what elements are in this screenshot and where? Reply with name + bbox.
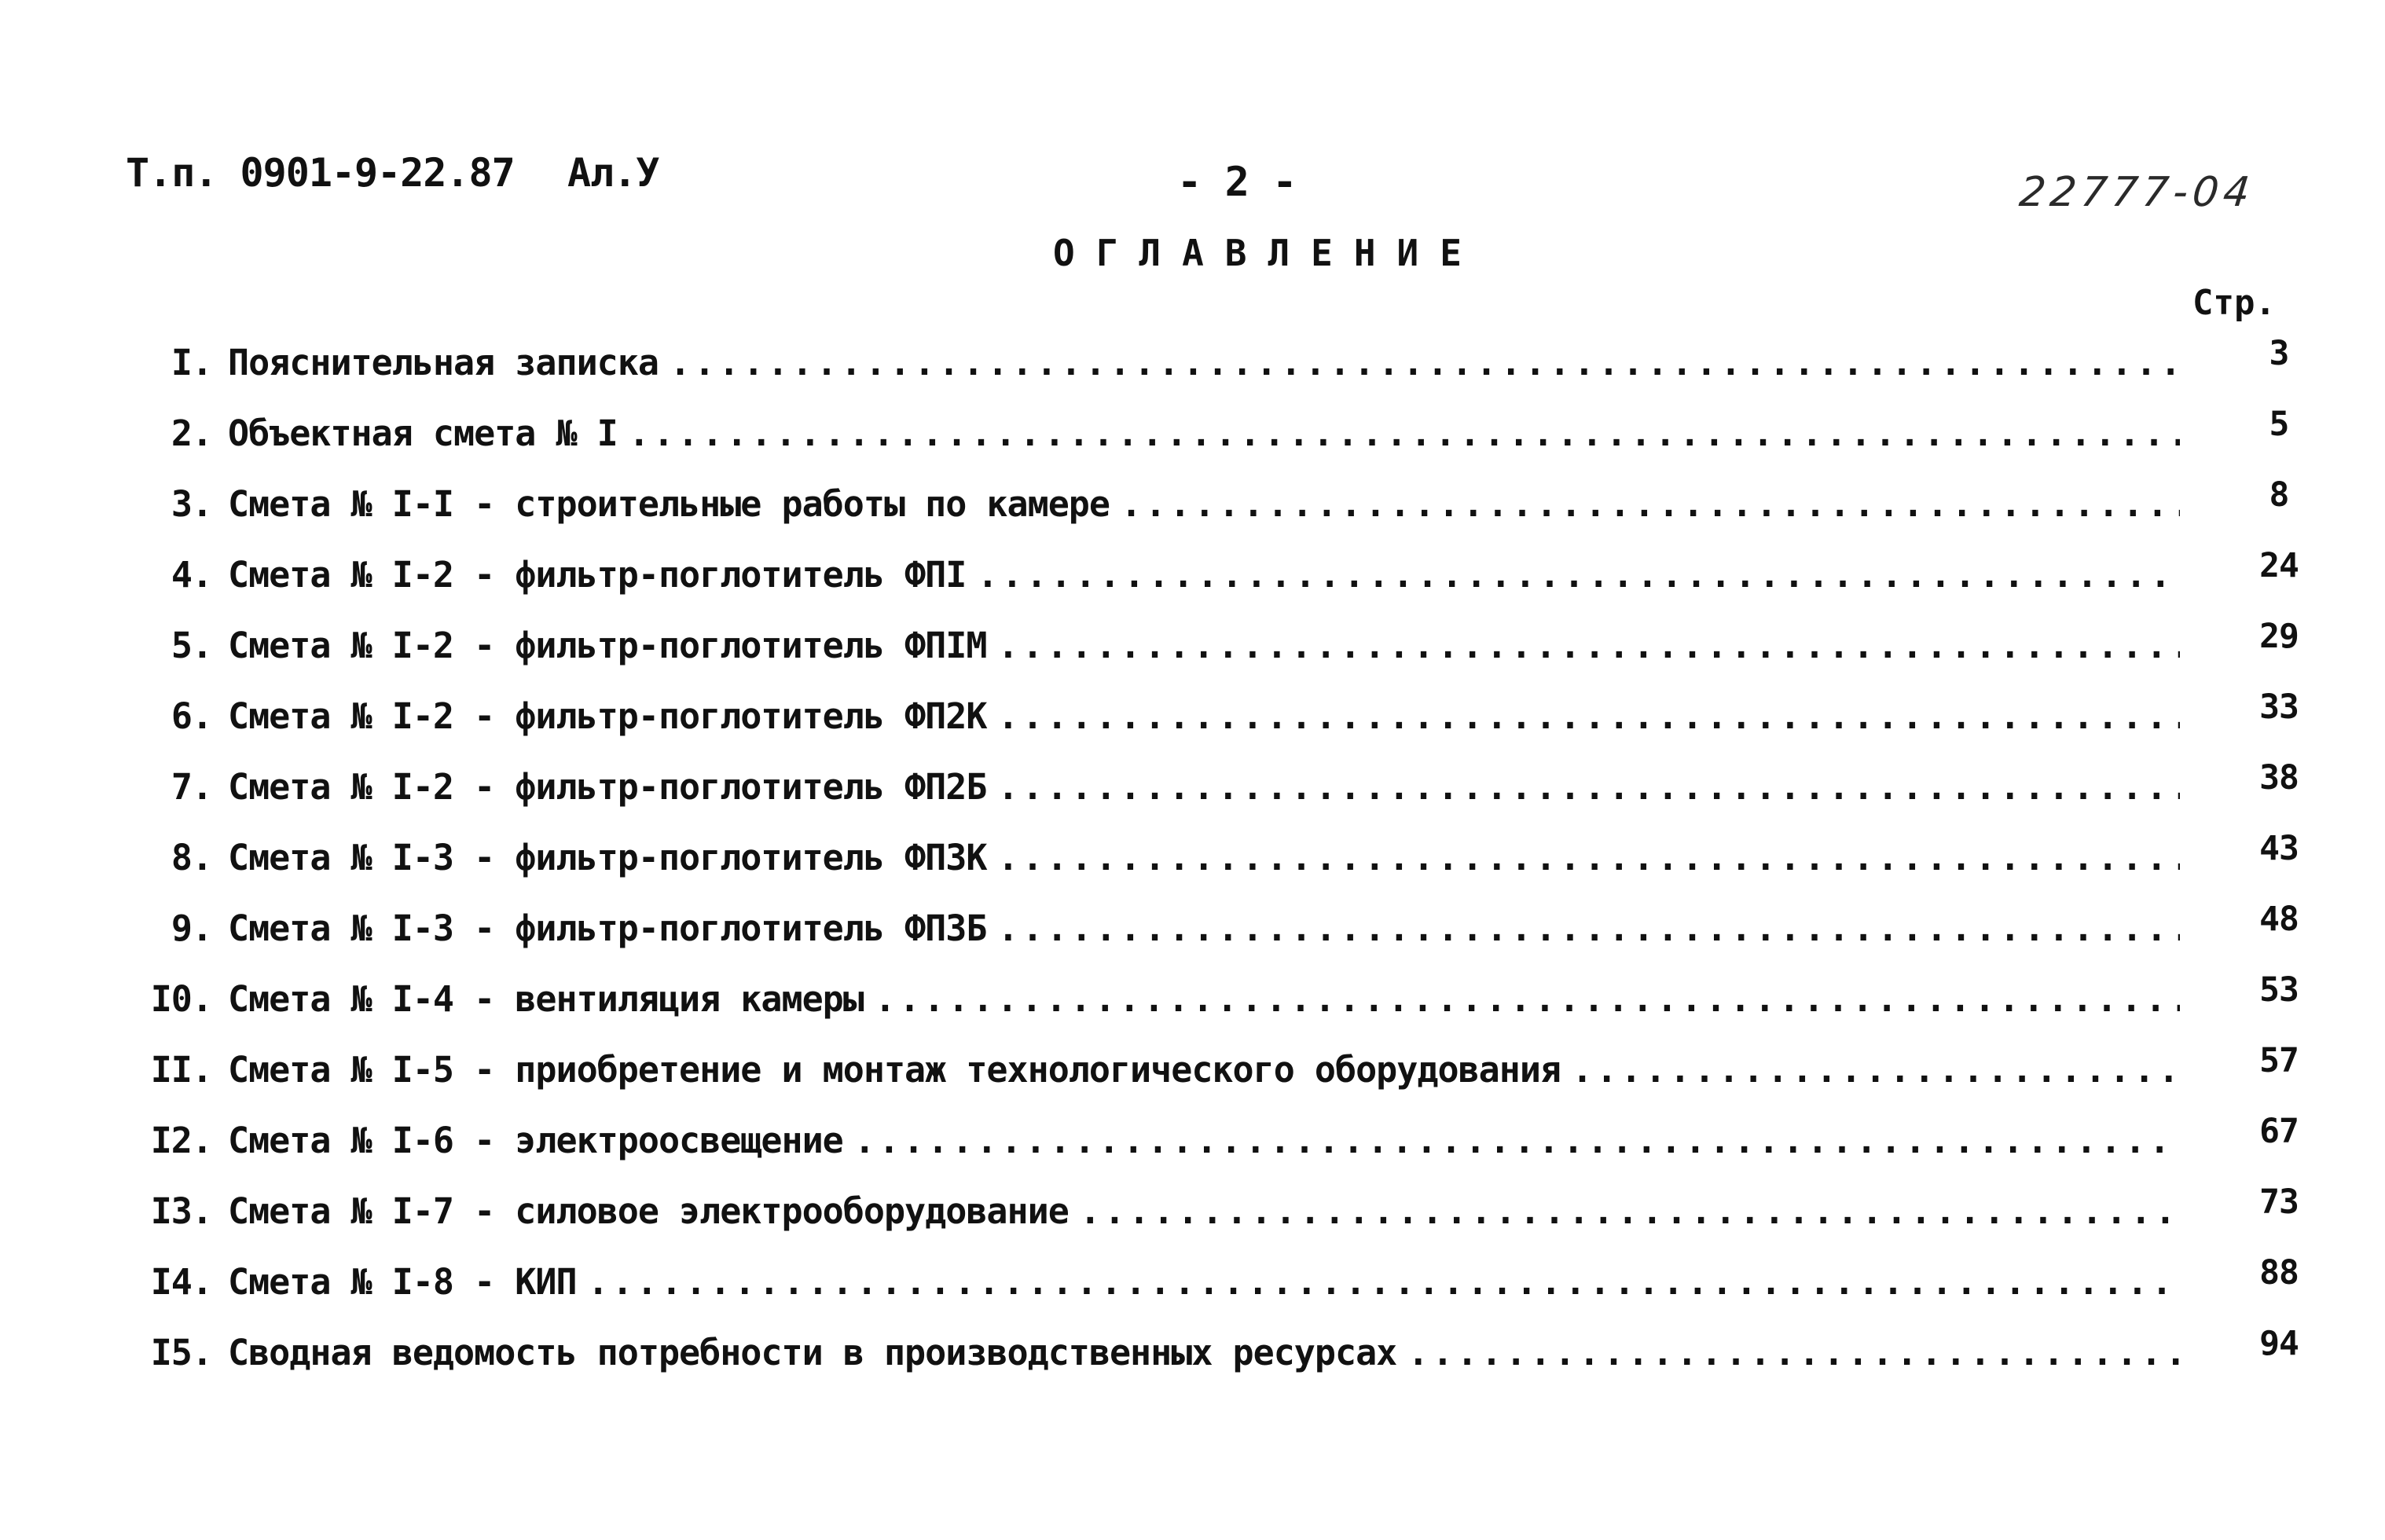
dot-leader — [875, 976, 2180, 1023]
dot-leader — [977, 552, 2180, 599]
toc-item-number: I3. — [150, 1190, 212, 1232]
toc-item-page: 94 — [2259, 1324, 2299, 1363]
dot-leader — [629, 410, 2180, 457]
toc-item-title: Смета № I-I - строительные работы по камере — [228, 483, 1110, 525]
dot-leader — [997, 693, 2180, 740]
toc-item-title: Смета № I-7 - силовое электрооборудование — [228, 1190, 1069, 1232]
toc-item-page: 53 — [2259, 970, 2299, 1010]
toc-item-number: 9. — [171, 908, 212, 949]
inventory-number: 22777-04 — [2016, 169, 2257, 216]
toc-item-number: I0. — [150, 978, 212, 1020]
toc-item-title: Смета № I-8 - КИП — [228, 1261, 577, 1303]
page-number: - 2 - — [1177, 159, 1297, 206]
dot-leader — [670, 339, 2180, 387]
toc-item — [138, 617, 2299, 669]
toc-item-title: Смета № I-6 - электроосвещение — [228, 1120, 843, 1161]
toc-item — [138, 970, 2299, 1023]
album-number: Ал.У — [567, 150, 659, 196]
toc-item-page: 88 — [2259, 1253, 2299, 1292]
toc-item-title: Смета № I-2 - фильтр-поглотитель ФП2К — [228, 695, 987, 737]
toc-item-title: Смета № I-5 - приобретение и монтаж технологического оборудования — [228, 1049, 1561, 1091]
toc-item-page: 57 — [2259, 1041, 2299, 1080]
toc-item-title: Смета № I-2 - фильтр-поглотитель ФПI — [228, 554, 967, 596]
dot-leader — [997, 622, 2180, 669]
toc-item — [138, 758, 2299, 811]
dot-leader — [588, 1259, 2180, 1306]
toc-item — [138, 829, 2299, 882]
toc-item — [138, 900, 2299, 952]
toc-item-page: 73 — [2259, 1182, 2299, 1222]
toc-item — [138, 475, 2289, 528]
toc-item-title: Смета № I-3 - фильтр-поглотитель ФП3К — [228, 837, 987, 878]
toc-item-title: Смета № I-2 - фильтр-поглотитель ФПIМ — [228, 625, 987, 666]
toc-item-page: 24 — [2259, 546, 2299, 585]
dot-leader — [1121, 481, 2180, 528]
dot-leader — [997, 905, 2180, 952]
dot-leader — [854, 1117, 2180, 1164]
document-code: Т.п. 0901-9-22.87 — [126, 150, 515, 196]
toc-item-title: Смета № I-4 - вентиляция камеры — [228, 978, 864, 1020]
dot-leader — [1407, 1329, 2180, 1377]
toc-item-number: I. — [171, 342, 212, 383]
toc-item-number: 6. — [171, 695, 212, 737]
toc-item-title: Сводная ведомость потребности в производственных ресурсах — [228, 1332, 1397, 1373]
toc-item — [138, 688, 2299, 740]
toc-item-page: 5 — [2269, 405, 2289, 444]
toc-item-page: 67 — [2259, 1112, 2299, 1151]
toc-item-page: 3 — [2269, 334, 2289, 373]
page-column-label: Стр. — [2192, 283, 2276, 323]
dot-leader — [997, 764, 2180, 811]
toc-item-title: Пояснительная записка — [228, 342, 659, 383]
dot-leader — [997, 834, 2180, 882]
toc-item-number: 4. — [171, 554, 212, 596]
toc-item — [138, 1182, 2299, 1235]
toc-item-number: I5. — [150, 1332, 212, 1373]
toc-item — [138, 1253, 2299, 1306]
toc-item-page: 38 — [2259, 758, 2299, 798]
toc-title: ОГЛАВЛЕНИЕ — [1053, 232, 1483, 274]
toc-item-number: 5. — [171, 625, 212, 666]
toc-item-page: 43 — [2259, 829, 2299, 868]
toc-item — [138, 1324, 2299, 1377]
toc-item-title: Объектная смета № I — [228, 412, 618, 454]
toc-item-number: I2. — [150, 1120, 212, 1161]
toc-item-page: 48 — [2259, 900, 2299, 939]
toc-item-number: 7. — [171, 766, 212, 808]
toc-item — [138, 1112, 2299, 1164]
toc-item-number: II. — [150, 1049, 212, 1091]
dot-leader — [1080, 1188, 2180, 1235]
dot-leader — [1572, 1047, 2180, 1094]
toc-item-title: Смета № I-2 - фильтр-поглотитель ФП2Б — [228, 766, 987, 808]
toc-item-title: Смета № I-3 - фильтр-поглотитель ФП3Б — [228, 908, 987, 949]
toc-item — [138, 1041, 2299, 1094]
toc-item-number: I4. — [150, 1261, 212, 1303]
toc-item-page: 29 — [2259, 617, 2299, 656]
toc-item-page: 33 — [2259, 688, 2299, 727]
toc-item-number: 8. — [171, 837, 212, 878]
toc-item — [138, 334, 2289, 387]
toc-item-number: 3. — [171, 483, 212, 525]
toc-item-number: 2. — [171, 412, 212, 454]
toc-item — [138, 405, 2289, 457]
toc-item — [138, 546, 2299, 599]
toc-item-page: 8 — [2269, 475, 2289, 515]
